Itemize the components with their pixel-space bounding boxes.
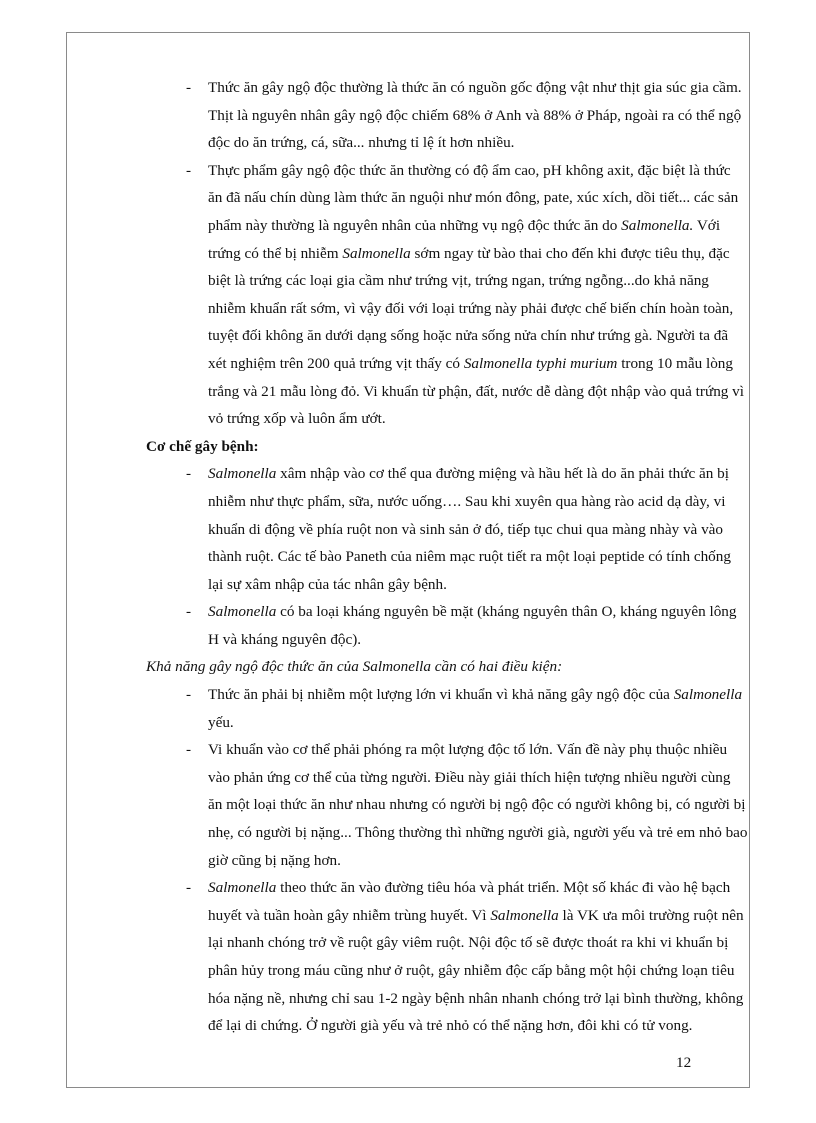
section-heading-conditions: Khả năng gây ngộ độc thức ăn của Salmonella cần có hai điều kiện: bbox=[146, 658, 563, 676]
species-name: Salmonella bbox=[208, 879, 277, 897]
paragraph-pathway: Salmonella theo thức ăn vào đường tiêu hóa và phát triển. Một số khác đi vào hệ bạch huyết và tuần hoàn gây nhiễm trùng huyết. Vì Salmonella là VK ưa môi trường ruột nên lại nhanh chóng trở về ruột gây viêm ruột. Nội độc tố sẽ được thoát ra khi vi khuẩn bị phân hủy trong máu cũng như ở ruột, gây nhiễm độc cấp bằng một hội chứng loạn tiêu hóa nặng nề, nhưng chỉ sau 1-2 ngày bệnh nhân nhanh chóng trở lại bình thường, không để lại di chứng. Ở người già yếu và trẻ nhỏ có thể nặng hơn, đôi khi có tử vong. bbox=[208, 879, 744, 1035]
bullet-marker: - bbox=[186, 79, 192, 96]
paragraph-animal-origin: Thức ăn gây ngộ độc thường là thức ăn có nguồn gốc động vật như thịt gia súc gia cầm. Thịt là nguyên nhân gây ngộ độc chiếm 68% ở Anh và 88% ở Pháp, ngoài ra có thể ngộ độc do ăn trứng, cá, sữa... nhưng tỉ lệ ít hơn nhiều. bbox=[208, 79, 742, 152]
bullet-marker: - bbox=[186, 161, 192, 179]
bullet-marker: - bbox=[186, 465, 192, 483]
species-name: Salmonella bbox=[208, 465, 277, 483]
list-item bbox=[146, 74, 748, 157]
list-item bbox=[146, 157, 748, 433]
list-item bbox=[146, 736, 748, 874]
species-name: Salmonella typhi murium bbox=[463, 354, 618, 372]
list-item bbox=[146, 874, 748, 1040]
paragraph-condition-1: Thức ăn phải bị nhiễm một lượng lớn vi khuẩn vì khả năng gây ngộ độc của Salmonella yếu. bbox=[208, 686, 743, 731]
paragraph-condition-2: Vi khuẩn vào cơ thể phải phóng ra một lượng độc tố lớn. Vấn đề này phụ thuộc nhiều vào phản ứng cơ thể của từng người. Điều này giải thích hiện tượng nhiều người cùng ăn một loại thức ăn như nhau nhưng có người bị ngộ độc có người không bị, có người bị nhẹ, có người bị nặng... Thông thường thì những người già, người yếu và trẻ em nhỏ bao giờ cũng bị nặng hơn. bbox=[208, 741, 748, 869]
document-body bbox=[146, 74, 746, 1040]
species-name: Salmonella. bbox=[621, 216, 694, 234]
bullet-marker: - bbox=[186, 741, 192, 759]
bullet-marker: - bbox=[186, 879, 192, 897]
list-item bbox=[146, 681, 748, 736]
list-item bbox=[146, 598, 748, 653]
species-name: Salmonella bbox=[490, 906, 559, 924]
page-number: 12 bbox=[676, 1054, 692, 1071]
section-heading-mechanism: Cơ chế gây bệnh: bbox=[146, 437, 259, 455]
paragraph-invasion: Salmonella xâm nhập vào cơ thể qua đường miệng và hầu hết là do ăn phải thức ăn bị nhiễm như thực phẩm, sữa, nước uống…. Sau khi xuyên qua hàng rào acid dạ dày, vi khuẩn di động về phía ruột non và sinh sản ở đó, tiếp tục chui qua màng nhày và vào thành ruột. Các tế bào Paneth của niêm mạc ruột tiết ra một loại peptide có tính chống lại sự xâm nhập của tác nhân gây bệnh. bbox=[208, 465, 731, 593]
list-item bbox=[146, 460, 748, 598]
species-name: Salmonella bbox=[673, 686, 743, 704]
paragraph-food-characteristics: Thực phẩm gây ngộ độc thức ăn thường có độ ẩm cao, pH không axit, đặc biệt là thức ăn đã nấu chín dùng làm thức ăn nguội như món đông, pate, xúc xích, dồi tiết... các sản phẩm này thường là nguyên nhân của những vụ ngộ độc thức ăn do Salmonella. Với trứng có thể bị nhiễm Salmonella sớm ngay từ bào thai cho đến khi được tiêu thụ, đặc biệt là trứng các loại gia cầm như trứng vịt, trứng ngan, trứng ngỗng...do khả năng nhiễm khuẩn rất sớm, vì vậy đối với loại trứng này phải được chế biến chín hoàn toàn, tuyệt đối không ăn dưới dạng sống hoặc nửa sống nửa chín như trứng gà. Người ta đã xét nghiệm trên 200 quả trứng vịt thấy có Salmonella typhi murium trong 10 mẫu lòng trắng và 21 mẫu lòng đỏ. Vi khuẩn từ phận, đất, nước dễ dàng đột nhập vào quả trứng vì vỏ trứng xốp và luôn ẩm ướt. bbox=[208, 161, 744, 428]
species-name: Salmonella bbox=[208, 603, 277, 621]
species-name: Salmonella bbox=[342, 244, 411, 262]
paragraph-antigens: Salmonella có ba loại kháng nguyên bề mặt (kháng nguyên thân O, kháng nguyên lông H và kháng nguyên độc). bbox=[208, 603, 737, 648]
bullet-marker: - bbox=[186, 686, 192, 704]
bullet-marker: - bbox=[186, 603, 192, 621]
